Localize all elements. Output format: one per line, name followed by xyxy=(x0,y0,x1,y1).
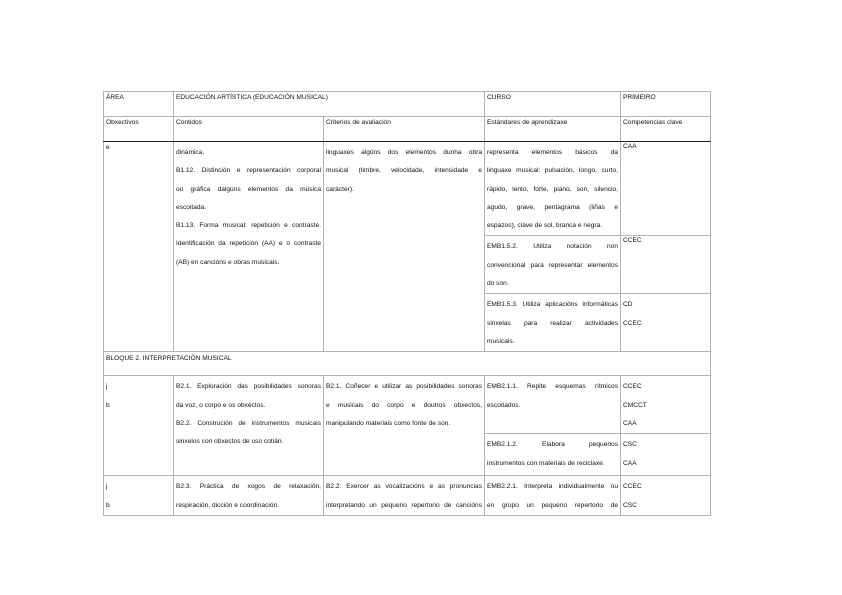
block1-objective: e xyxy=(104,142,174,352)
block2a-standard-2 xyxy=(485,434,621,476)
criteria-line: B2.1. Coñecer e utilizar as posibilidades sonoras xyxy=(326,383,483,391)
block2a-contents xyxy=(174,376,324,476)
criteria-line: musical (timbre, velocidade, intensidade e xyxy=(326,167,483,175)
block2b-objectives xyxy=(104,476,174,516)
content-line: Identificación da repetición (AA) e o contraste xyxy=(176,240,321,248)
block1-contents xyxy=(174,142,324,352)
criteria-line: linguaxes algúns dos elementos dunha obra xyxy=(326,149,483,156)
standard-line: convencional para representar elementos xyxy=(487,261,619,269)
content-line: B1.12. Distinción e representación corporal xyxy=(176,167,321,175)
objective-line: b xyxy=(106,401,110,409)
competence-line: CAA xyxy=(623,459,637,467)
block1-competence-2: CCEC xyxy=(621,236,711,294)
competence-line: CD xyxy=(623,301,633,309)
standard-line: en grupo un pequeno repertorio de xyxy=(487,501,619,509)
standard-line: EMB1.5.3. Utiliza aplicacións informáticas xyxy=(487,301,619,309)
content-line: escoitada. xyxy=(176,203,207,211)
block2a-competence-2 xyxy=(621,434,711,476)
standard-line: EMB2.1.1. Repite esquemas rítmicos xyxy=(487,383,619,391)
block1-competence-1: CAA xyxy=(621,142,711,236)
competence-line: CCEC xyxy=(623,483,642,491)
block1-standard-1 xyxy=(485,142,621,236)
competence-line: CCEC xyxy=(623,319,642,327)
col-standards: Estándares de aprendizaxe xyxy=(485,117,621,142)
block2a-row-1 xyxy=(104,376,711,434)
standard-line: rápido, lento, forte, piano, son, silencio, xyxy=(487,185,619,193)
criteria-line: e musicais do corpo e doutros obxectos, xyxy=(326,401,483,409)
criteria-line: manipulando materiais como fonte de son. xyxy=(326,420,451,428)
content-line: da voz, o corpo e os obxectos. xyxy=(176,401,266,409)
competence-line: CMCCT xyxy=(623,401,647,409)
block1-row-1 xyxy=(104,142,711,236)
block2b-contents xyxy=(174,476,324,516)
curriculum-table xyxy=(103,91,711,516)
content-line: B2.2. Construción de instrumentos musicais xyxy=(176,420,321,428)
content-line: B2.1. Exploración das posibilidades sonoras xyxy=(176,383,321,391)
standard-line: sinxelas para realizar actividades xyxy=(487,319,619,327)
curso-value: PRIMEIRO xyxy=(621,92,711,117)
block1-criteria xyxy=(324,142,485,352)
criteria-line: interpretando un pequeno repertorio de cancións xyxy=(326,501,483,509)
competence-line: CSC xyxy=(623,501,637,509)
block2a-objectives xyxy=(104,376,174,476)
header-row xyxy=(104,92,711,117)
standard-line: EMB2.1.2. Elabora pequenos xyxy=(487,441,619,449)
criteria-line: carácter). xyxy=(326,185,354,193)
competence-line: CAA xyxy=(623,420,637,428)
block1-standard-3 xyxy=(485,294,621,352)
block2b-competence-1 xyxy=(621,476,711,516)
block2b-row xyxy=(104,476,711,516)
standard-line: EMB2.2.1. Interpreta individualmente ou xyxy=(487,483,619,491)
col-criteria: Criterios de avaliación xyxy=(324,117,485,142)
standard-line: do son. xyxy=(487,280,509,288)
standard-line: agudo, grave, pentagrama (liñas e xyxy=(487,203,619,211)
content-line: dinámica. xyxy=(176,149,205,156)
curso-label: CURSO xyxy=(485,92,621,117)
block2-title-row xyxy=(104,352,711,376)
content-line: (AB) en cancións e obras musicais. xyxy=(176,258,280,266)
column-header-row xyxy=(104,117,711,142)
criteria-line: B2.2. Exercer as vocalizacións e as pronuncias xyxy=(326,483,483,491)
content-line: B1.13. Forma musical: repetición e contraste. xyxy=(176,222,321,230)
content-line: ou gráfica dalgúns elementos da música xyxy=(176,185,321,193)
block2a-competence-1 xyxy=(621,376,711,434)
content-line: B2.3. Práctica de xogos de relaxación, xyxy=(176,483,321,491)
area-value: EDUCACIÓN ARTÍSTICA (EDUCACIÓN MUSICAL) xyxy=(174,92,485,117)
standard-line: espazos), clave de sol, branca e negra. xyxy=(487,222,603,230)
block1-competence-3 xyxy=(621,294,711,352)
col-objectives: Obxectivos xyxy=(104,117,174,142)
col-contents: Contidos xyxy=(174,117,324,142)
content-line: respiración, dicción e coordinación. xyxy=(176,501,279,509)
col-competences: Competencias clave xyxy=(621,117,711,142)
block1-standard-2 xyxy=(485,236,621,294)
standard-line: representa elementos básicos da xyxy=(487,149,619,156)
standard-line: EMB1.5.2. Utiliza notación non xyxy=(487,243,619,251)
block2a-standard-1 xyxy=(485,376,621,434)
area-label: ÁREA xyxy=(104,92,174,117)
content-line: sinxelos con obxectos de uso cotián. xyxy=(176,438,284,446)
objective-line: b xyxy=(106,501,110,509)
objective-line: j xyxy=(106,483,108,491)
block2b-standard-1 xyxy=(485,476,621,516)
standard-line: musicais. xyxy=(487,338,515,346)
block2a-criteria xyxy=(324,376,485,476)
block2-title: BLOQUE 2. INTERPRETACIÓN MUSICAL xyxy=(104,352,711,376)
competence-line: CCEC xyxy=(623,383,642,391)
block2b-criteria xyxy=(324,476,485,516)
standard-line: linguaxe musical: pulsación, longo, curto, xyxy=(487,167,619,175)
standard-line: instrumentos con materiais de reciclaxe. xyxy=(487,459,605,467)
objective-line: j xyxy=(106,383,108,391)
standard-line: escoitados. xyxy=(487,401,521,409)
competence-line: CSC xyxy=(623,441,637,449)
